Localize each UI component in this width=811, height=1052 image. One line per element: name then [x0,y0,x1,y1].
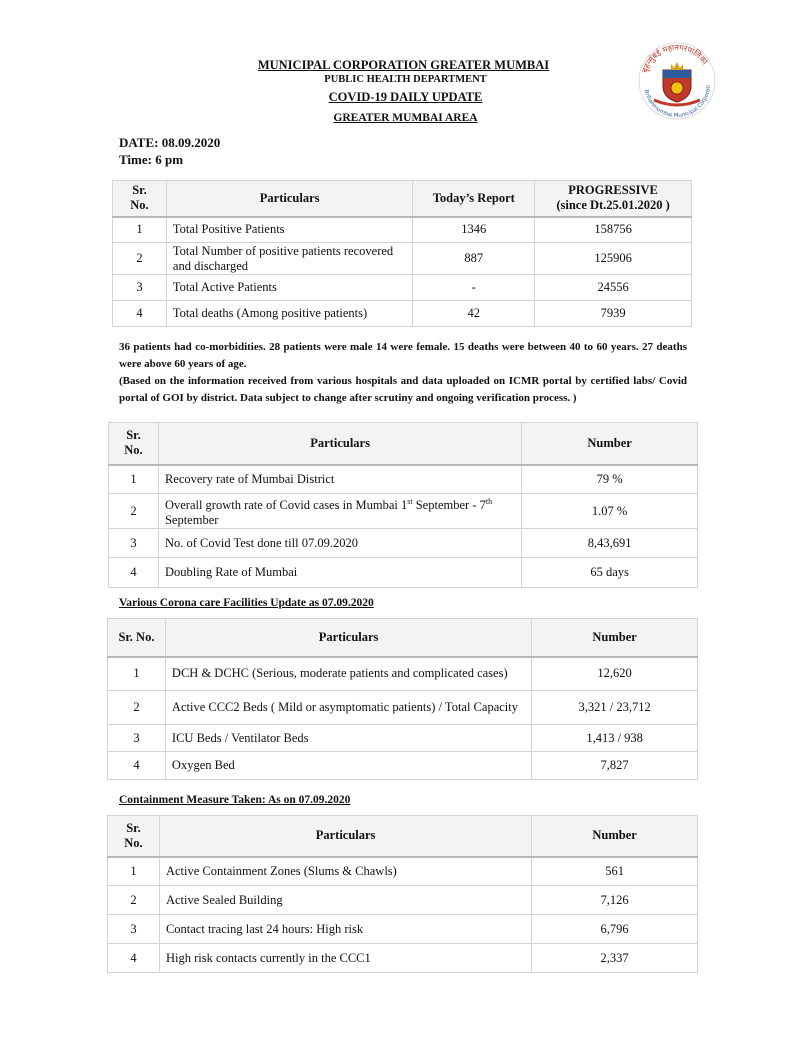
progressive-cell: 158756 [535,217,692,243]
data-source-note: (Based on the information received from various hospitals and data uploaded on ICMR portal by certified labs/ Covid portal of GOI by district. Data subject to change after scrutiny and ongoing verification process. ) [119,375,687,404]
today-cell: 887 [413,243,535,275]
particulars-cell: DCH & DCHC (Serious, moderate patients and complicated cases) [165,657,531,691]
sr-cell: 3 [108,725,166,752]
today-cell: - [413,275,535,301]
sr-cell: 4 [108,752,166,780]
particulars-cell: No. of Covid Test done till 07.09.2020 [158,529,521,558]
table-row [108,752,698,780]
daily-summary-table [112,180,692,327]
number-cell: 2,337 [532,944,698,973]
number-cell: 1,413 / 938 [532,725,698,752]
number-cell: 1.07 % [522,494,698,529]
dept-title: PUBLIC HEALTH DEPARTMENT [324,74,487,85]
col-particulars: Particulars [166,181,412,217]
table-header-row [109,423,698,465]
particulars-cell: Overall growth rate of Covid cases in Mumbai 1st September - 7th September [158,494,521,529]
sr-cell: 1 [108,857,160,886]
col-sr-no: Sr. No. [109,423,159,465]
sr-cell: 1 [109,465,159,494]
particulars-cell: Total deaths (Among positive patients) [166,301,412,327]
sr-cell: 4 [108,944,160,973]
col-particulars: Particulars [159,816,531,857]
sr-cell: 3 [113,275,167,301]
number-cell: 79 % [522,465,698,494]
sr-cell: 1 [113,217,167,243]
sr-cell: 4 [109,558,159,588]
particulars-cell: Total Positive Patients [166,217,412,243]
sr-cell: 1 [108,657,166,691]
table-row [113,301,692,327]
area-title: GREATER MUMBAI AREA [333,112,478,124]
col-particulars: Particulars [158,423,521,465]
progressive-cell: 125906 [535,243,692,275]
sr-cell: 3 [109,529,159,558]
col-particulars: Particulars [165,619,531,657]
col-number: Number [522,423,698,465]
table-row [108,725,698,752]
col-number: Number [532,816,698,857]
notes-paragraph [119,339,687,407]
number-cell: 7,126 [532,886,698,915]
org-title: MUNICIPAL CORPORATION GREATER MUMBAI [257,58,550,72]
table-header-row [108,816,698,857]
col-sr-no: Sr. No. [108,619,166,657]
today-cell: 42 [413,301,535,327]
table-row [108,857,698,886]
particulars-cell: High risk contacts currently in the CCC1 [159,944,531,973]
report-time: Time: 6 pm [119,152,184,167]
number-cell: 6,796 [532,915,698,944]
col-today: Today’s Report [413,181,535,217]
col-progressive: PROGRESSIVE (since Dt.25.01.2020 ) [535,181,692,217]
particulars-cell: Recovery rate of Mumbai District [158,465,521,494]
particulars-cell: Active CCC2 Beds ( Mild or asymptomatic patients) / Total Capacity [165,691,531,725]
table-row [113,217,692,243]
table-row [109,494,698,529]
col-number: Number [532,619,698,657]
sr-cell: 2 [109,494,159,529]
sr-cell: 2 [113,243,167,275]
particulars-cell: ICU Beds / Ventilator Beds [165,725,531,752]
table-row [109,465,698,494]
number-cell: 12,620 [532,657,698,691]
table-row [108,657,698,691]
comorbidity-note: 36 patients had co-morbidities. 28 patients were male 14 were female. 15 deaths were between 40 to 60 years. 27 deaths were above 60 years of age. [119,341,687,370]
number-cell: 561 [532,857,698,886]
particulars-cell: Doubling Rate of Mumbai [158,558,521,588]
table-row [113,275,692,301]
col-sr-no: Sr. No. [113,181,167,217]
table-row [113,243,692,275]
bmc-logo [636,40,718,122]
svg-text:Brihanmumbai Municipal Corpora: Brihanmumbai Municipal Corporati [642,84,712,120]
svg-text:बृहन्मुंबई महानगरपालिका: बृहन्मुंबई महानगरपालिका [640,42,710,74]
particulars-cell: Active Containment Zones (Slums & Chawls) [159,857,531,886]
number-cell: 7,827 [532,752,698,780]
sr-cell: 2 [108,691,166,725]
particulars-cell: Total Active Patients [166,275,412,301]
table-row [108,944,698,973]
doc-title: COVID-19 DAILY UPDATE [328,90,483,104]
number-cell: 65 days [522,558,698,588]
containment-section-title: Containment Measure Taken: As on 07.09.2020 [119,794,351,806]
table-header-row [113,181,692,217]
col-sr-no: Sr. No. [108,816,160,857]
particulars-cell: Contact tracing last 24 hours: High risk [159,915,531,944]
rates-table [108,422,698,588]
table-row [109,558,698,588]
number-cell: 3,321 / 23,712 [532,691,698,725]
today-cell: 1346 [413,217,535,243]
report-date: DATE: 08.09.2020 [119,135,221,150]
table-row [108,886,698,915]
date-block [119,134,220,168]
facilities-section-title: Various Corona care Facilities Update as 07.09.2020 [119,597,374,609]
particulars-cell: Total Number of positive patients recovered and discharged [166,243,412,275]
progressive-cell: 7939 [535,301,692,327]
table-row [108,915,698,944]
table-row [108,691,698,725]
containment-table [107,815,698,973]
facilities-table [107,618,698,780]
table-row [109,529,698,558]
sr-cell: 4 [113,301,167,327]
particulars-cell: Oxygen Bed [165,752,531,780]
particulars-cell: Active Sealed Building [159,886,531,915]
sr-cell: 3 [108,915,160,944]
table-header-row [108,619,698,657]
progressive-cell: 24556 [535,275,692,301]
sr-cell: 2 [108,886,160,915]
number-cell: 8,43,691 [522,529,698,558]
